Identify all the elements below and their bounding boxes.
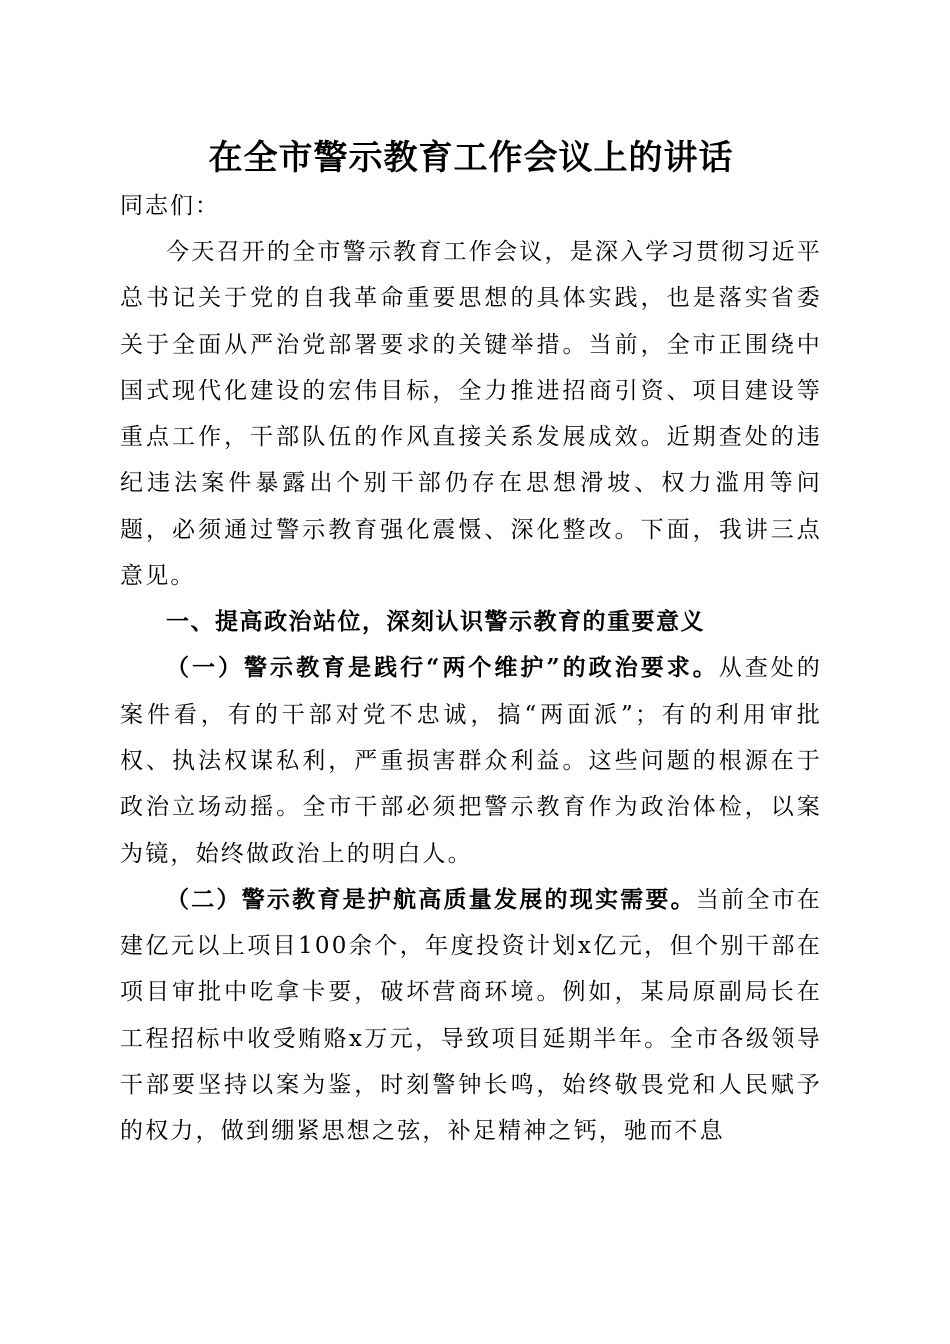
- point-1-lead: （一）警示教育是践行“两个维护”的政治要求。: [166, 654, 719, 682]
- point-2-body: 当前全市在建亿元以上项目100余个，年度投资计划x亿元，但个别干部在项目审批中吃拿卡要，破坏营商环境。例如，某局原副局长在工程招标中收受贿赂x万元，导致项目延期半年。全市各级领导干部要坚持以案为鉴，时刻警钟长鸣，始终敬畏党和人民赋予的权力，做到绷紧思想之弦，补足精神之钙，驰而不息: [120, 886, 823, 1145]
- section-1-point-1: [120, 645, 822, 876]
- point-1-body: 从查处的案件看，有的干部对党不忠诚，搞“两面派”；有的利用审批权、执法权谋私利，严重损害群众利益。这些问题的根源在于政治立场动摇。全市干部必须把警示教育作为政治体检，以案为镜，始终做政治上的明白人。: [120, 655, 822, 867]
- section-1-point-2: [120, 877, 822, 1155]
- section-1-heading: 一、提高政治站位，深刻认识警示教育的重要意义: [166, 609, 705, 636]
- document-title: 在全市警示教育工作会议上的讲话: [208, 138, 734, 178]
- salutation: 同志们：: [120, 193, 220, 219]
- point-2-lead: （二）警示教育是护航高质量发展的现实需要。: [166, 885, 696, 913]
- document-body: [120, 133, 822, 1155]
- intro-paragraph: 今天召开的全市警示教育工作会议，是深入学习贯彻习近平总书记关于党的自我革命重要思想的具体实践，也是落实省委关于全面从严治党部署要求的关键举措。当前，全市正围绕中国式现代化建设的宏伟目标，全力推进招商引资、项目建设等重点工作，干部队伍的作风直接关系发展成效。近期查处的违纪违法案件暴露出个别干部仍存在思想滑坡、权力滥用等问题，必须通过警示教育强化震慑、深化整改。下面，我讲三点意见。: [120, 239, 822, 590]
